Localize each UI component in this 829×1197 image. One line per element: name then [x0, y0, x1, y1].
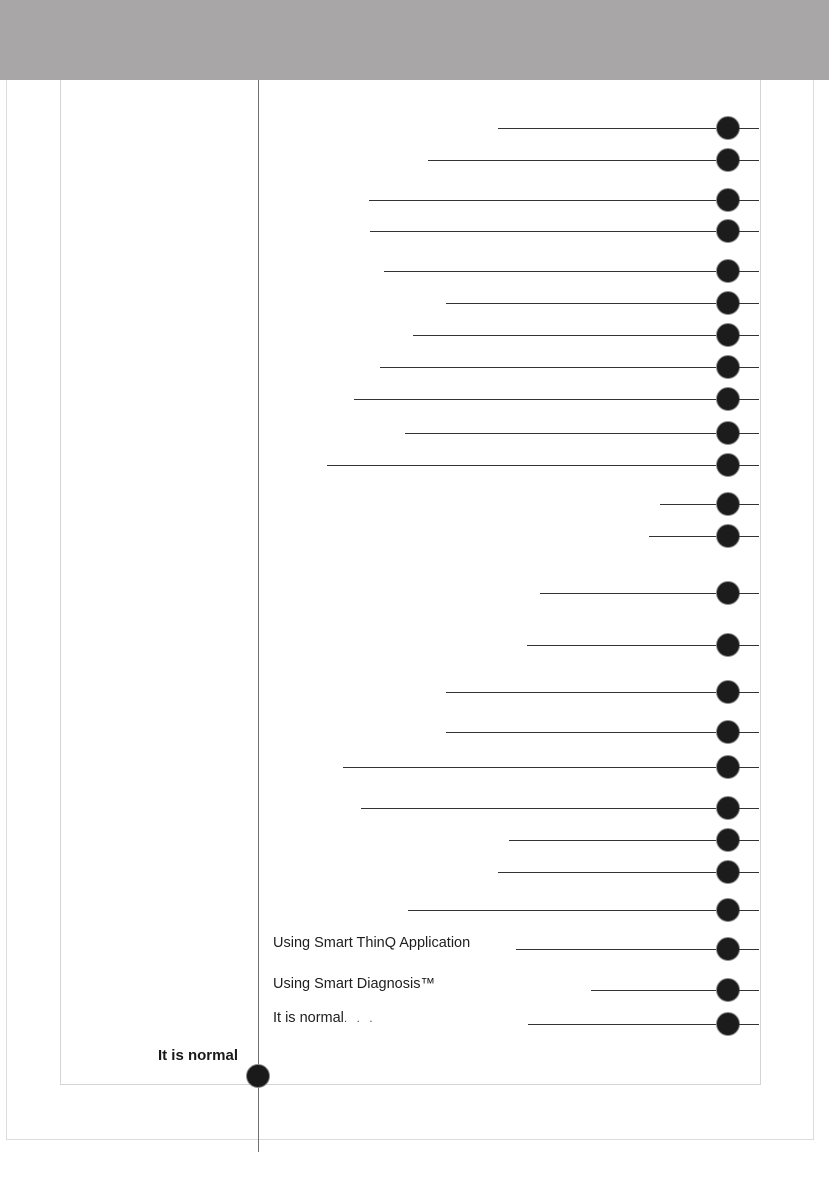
leader-line — [327, 465, 716, 466]
toc-entry-title-text: It is normal — [273, 1010, 344, 1026]
page-number-badge — [716, 860, 740, 884]
page-number-badge — [716, 148, 740, 172]
toc-entry-title — [273, 1009, 376, 1027]
page-number-badge — [716, 1012, 740, 1036]
page-number-badge — [716, 188, 740, 212]
section-marker-icon — [246, 1064, 270, 1088]
toc-leader-dots: . . . — [343, 1011, 376, 1025]
page-number-badge — [716, 633, 740, 657]
page-number-badge — [716, 492, 740, 516]
toc-entry-title: Using Smart ThinQ Application — [273, 935, 471, 951]
page-number-badge — [716, 755, 740, 779]
leader-tail — [739, 808, 759, 809]
leader-tail — [739, 399, 759, 400]
leader-tail — [739, 536, 759, 537]
page-number-badge — [716, 291, 740, 315]
leader-line — [413, 335, 716, 336]
page-number-badge — [716, 219, 740, 243]
leader-tail — [739, 593, 759, 594]
page-number-badge — [716, 828, 740, 852]
leader-line — [540, 593, 716, 594]
leader-tail — [739, 645, 759, 646]
leader-line — [428, 160, 716, 161]
leader-line — [408, 910, 716, 911]
leader-line — [380, 367, 716, 368]
leader-tail — [739, 692, 759, 693]
leader-tail — [739, 433, 759, 434]
leader-line — [498, 872, 716, 873]
leader-tail — [739, 1024, 759, 1025]
page-number-badge — [716, 720, 740, 744]
leader-line — [343, 767, 716, 768]
toc-entry-title: Using Smart Diagnosis™ — [273, 976, 435, 992]
leader-tail — [739, 128, 759, 129]
section-label: It is normal — [157, 1047, 238, 1064]
leader-tail — [739, 160, 759, 161]
leader-line — [527, 645, 716, 646]
leader-tail — [739, 504, 759, 505]
leader-tail — [739, 335, 759, 336]
leader-line — [528, 1024, 716, 1025]
page-number-badge — [716, 524, 740, 548]
leader-line — [354, 399, 716, 400]
leader-tail — [739, 732, 759, 733]
leader-line — [509, 840, 716, 841]
leader-line — [446, 692, 716, 693]
leader-line — [446, 303, 716, 304]
leader-line — [516, 949, 716, 950]
leader-tail — [739, 949, 759, 950]
vertical-divider — [258, 80, 259, 1152]
page-number-badge — [716, 796, 740, 820]
leader-tail — [739, 767, 759, 768]
page-number-badge — [716, 581, 740, 605]
page-number-badge — [716, 421, 740, 445]
header-band — [0, 0, 829, 80]
leader-tail — [739, 231, 759, 232]
leader-line — [591, 990, 716, 991]
leader-tail — [739, 303, 759, 304]
leader-line — [660, 504, 716, 505]
leader-line — [370, 231, 716, 232]
leader-line — [361, 808, 716, 809]
page-number-badge — [716, 937, 740, 961]
leader-line — [384, 271, 716, 272]
page-number-badge — [716, 453, 740, 477]
page-number-badge — [716, 680, 740, 704]
page-number-badge — [716, 387, 740, 411]
leader-line — [405, 433, 716, 434]
leader-tail — [739, 200, 759, 201]
page-number-badge — [716, 355, 740, 379]
page-number-badge — [716, 116, 740, 140]
leader-tail — [739, 840, 759, 841]
leader-line — [446, 732, 716, 733]
leader-tail — [739, 990, 759, 991]
leader-line — [649, 536, 716, 537]
leader-tail — [739, 910, 759, 911]
page-number-badge — [716, 259, 740, 283]
page-number-badge — [716, 898, 740, 922]
leader-tail — [739, 271, 759, 272]
leader-line — [498, 128, 716, 129]
leader-tail — [739, 465, 759, 466]
page-number-badge — [716, 978, 740, 1002]
leader-tail — [739, 367, 759, 368]
leader-tail — [739, 872, 759, 873]
page-number-badge — [716, 323, 740, 347]
leader-line — [369, 200, 716, 201]
